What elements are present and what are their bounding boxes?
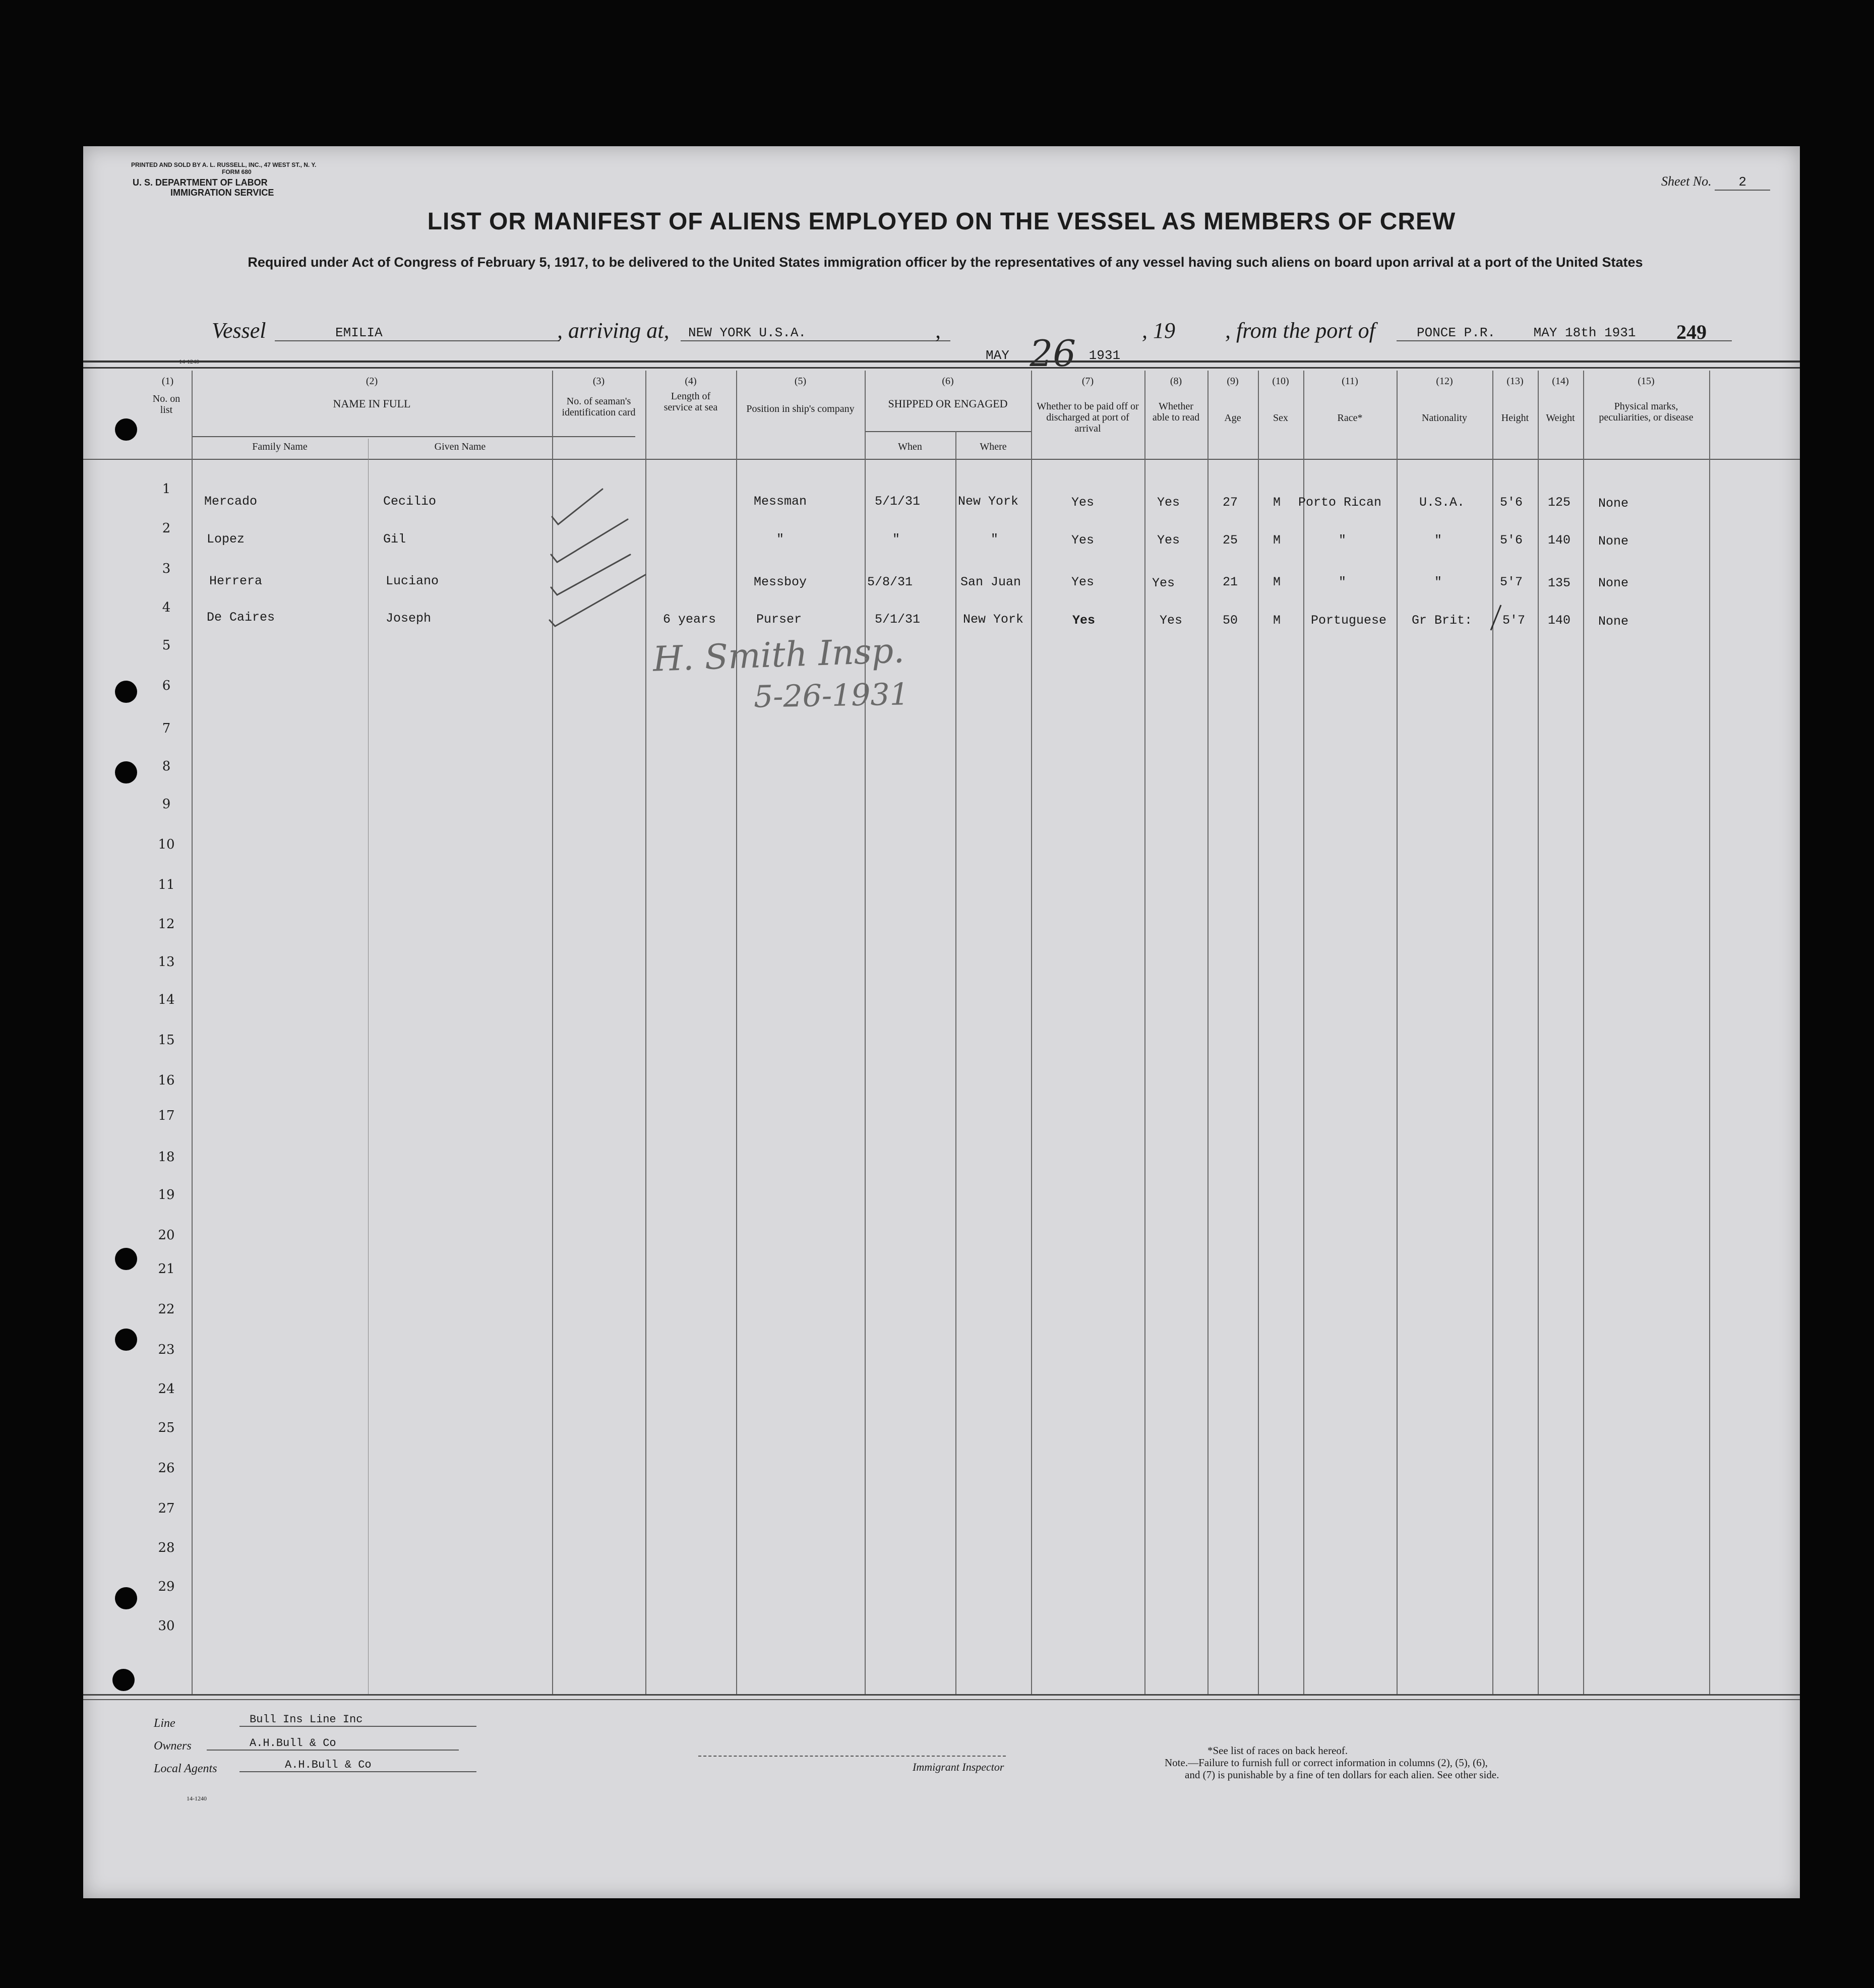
row-number: 16 (158, 1073, 175, 1088)
departure-port: PONCE P.R. (1417, 325, 1496, 340)
paid-off: Yes (1072, 613, 1096, 628)
sheet-number: 2 (1715, 174, 1770, 191)
department-block (133, 177, 274, 198)
engaged-where: " (991, 532, 999, 547)
age: 25 (1223, 533, 1238, 548)
row-number: 20 (158, 1228, 175, 1243)
position: Messman (754, 494, 807, 509)
form-number: FORM 680 (222, 168, 252, 175)
row-number: 6 (162, 678, 171, 693)
sex: M (1273, 533, 1281, 548)
form-reference: 14-1240 (179, 358, 199, 365)
row-number: 21 (158, 1261, 175, 1277)
able-read: Yes (1157, 533, 1180, 548)
vessel-name: EMILIA (275, 325, 560, 341)
header-nationality: Nationality (1422, 412, 1467, 424)
year-label: , 19 (1142, 318, 1175, 343)
physical-marks: None (1598, 614, 1629, 629)
sex: M (1273, 613, 1281, 628)
departure-date: MAY 18th 1931 (1533, 325, 1636, 340)
binder-hole (115, 1587, 137, 1609)
row-number: 5 (162, 638, 171, 653)
race: " (1339, 533, 1347, 548)
row-number: 17 (158, 1108, 175, 1123)
header-able-read: Whether able to read (1152, 401, 1200, 423)
row-number: 25 (158, 1420, 175, 1435)
agents-label: Local Agents (154, 1762, 217, 1775)
given-name: Cecilio (383, 494, 437, 509)
header-position: Position in ship's company (746, 403, 855, 414)
row-number: 23 (158, 1342, 175, 1357)
race: Portuguese (1311, 613, 1387, 628)
row-number: 3 (162, 561, 171, 576)
binder-hole (112, 1669, 135, 1691)
row-number: 18 (158, 1150, 175, 1165)
row-number: 1 (162, 481, 171, 497)
family-name: Herrera (209, 574, 263, 588)
rule (83, 360, 1800, 363)
owners-label: Owners (154, 1739, 192, 1753)
header-given-name: Given Name (434, 441, 486, 452)
row-number: 2 (162, 521, 171, 536)
header-physical-marks: Physical marks, peculiarities, or disease (1599, 401, 1694, 423)
row-number: 15 (158, 1033, 175, 1048)
sheet-number-field (1661, 174, 1770, 191)
department-name: U. S. DEPARTMENT OF LABOR (133, 177, 268, 188)
weight: 135 (1548, 576, 1571, 590)
row-number: 13 (158, 954, 175, 970)
row-number: 14 (158, 992, 175, 1007)
col-num-3: (3) (592, 376, 605, 387)
row-number: 19 (158, 1187, 175, 1202)
row-number: 26 (158, 1461, 175, 1476)
header-when: When (898, 441, 922, 452)
age: 21 (1223, 575, 1238, 589)
col-num-2: (2) (366, 376, 378, 387)
penalty-note-line2: and (7) is punishable by a fine of ten dollars for each alien. See other side. (1185, 1769, 1499, 1781)
binder-hole (115, 681, 137, 703)
header-age: Age (1224, 412, 1241, 424)
header-weight: Weight (1546, 412, 1575, 424)
line-label: Line (154, 1717, 175, 1730)
family-name: Mercado (204, 494, 258, 509)
inspection-date-handwritten: 5-26-1931 (753, 677, 910, 715)
owners-value: A.H.Bull & Co (207, 1737, 459, 1751)
paid-off: Yes (1071, 533, 1095, 548)
printer-line: PRINTED AND SOLD BY A. L. RUSSELL, INC., 47 WEST ST., N. Y. (131, 161, 317, 168)
printer-imprint (131, 161, 316, 175)
header-paid-off: Whether to be paid off or discharged at port of arrival (1037, 401, 1139, 434)
agents-value: A.H.Bull & Co (239, 1759, 476, 1772)
row-number: 7 (162, 721, 171, 736)
header-sex: Sex (1273, 412, 1288, 424)
row-number: 30 (158, 1618, 175, 1634)
col-num-5: (5) (794, 376, 807, 387)
height: 5'6 (1500, 495, 1523, 510)
engaged-where: San Juan (960, 575, 1021, 589)
row-number: 24 (158, 1381, 175, 1397)
header-no-on-list: No. on list (152, 393, 180, 415)
family-name: Lopez (207, 532, 245, 547)
row-number: 28 (158, 1540, 175, 1555)
height: 5'7 (1502, 613, 1526, 628)
service-name: IMMIGRATION SERVICE (170, 188, 274, 198)
row-number: 29 (158, 1579, 175, 1594)
paid-off: Yes (1071, 575, 1095, 589)
header-where: Where (980, 441, 1007, 452)
col-num-15: (15) (1638, 376, 1655, 387)
row-number: 12 (158, 917, 175, 932)
page-number: 249 (1676, 321, 1707, 343)
header-shipped-engaged: SHIPPED OR ENGAGED (888, 397, 1008, 410)
age: 50 (1223, 613, 1238, 628)
height: 5'6 (1500, 533, 1523, 548)
family-name: De Caires (207, 610, 275, 625)
engaged-when: 5/8/31 (867, 575, 913, 589)
rule (83, 367, 1800, 369)
header-family-name: Family Name (252, 441, 308, 452)
position: " (776, 532, 784, 547)
row-number: 27 (158, 1501, 175, 1516)
able-read: Yes (1160, 613, 1183, 628)
engaged-when: " (892, 532, 900, 547)
able-read: Yes (1152, 576, 1175, 590)
header-race: Race* (1337, 412, 1363, 424)
given-name: Gil (383, 532, 406, 547)
col-num-11: (11) (1342, 376, 1358, 387)
given-name: Luciano (386, 574, 439, 588)
col-num-12: (12) (1436, 376, 1453, 387)
row-number: 11 (158, 877, 175, 892)
col-num-9: (9) (1227, 376, 1239, 387)
col-num-4: (4) (685, 376, 697, 387)
binder-hole (115, 418, 137, 441)
nationality: Gr Brit: (1412, 613, 1473, 628)
vessel-label: Vessel (212, 318, 266, 343)
race: Porto Rican (1298, 495, 1382, 510)
page-subtitle: Required under Act of Congress of February 5, 1917, to be delivered to the United States immigration officer by the representatives of any vessel having such aliens on board upon arrival at a port of the United States (248, 255, 1643, 270)
position: Messboy (754, 575, 807, 589)
binder-hole (115, 1248, 137, 1270)
weight: 140 (1548, 533, 1571, 548)
height: 5'7 (1500, 575, 1523, 589)
col-num-1: (1) (161, 376, 174, 387)
nationality: U.S.A. (1419, 495, 1465, 510)
from-port-label: , from the port of (1225, 318, 1375, 343)
physical-marks: None (1598, 534, 1629, 549)
given-name: Joseph (386, 611, 432, 626)
length-of-service: 6 years (663, 612, 716, 627)
sex: M (1273, 575, 1281, 589)
arriving-port: NEW YORK U.S.A. (681, 325, 950, 341)
arrival-day-handwritten: 26 (1030, 332, 1076, 375)
engaged-where: New York (958, 494, 1019, 509)
sex: M (1273, 495, 1281, 510)
position: Purser (756, 612, 802, 627)
nationality: " (1434, 575, 1442, 589)
pencil-check-marks (537, 429, 668, 640)
header-name-in-full: NAME IN FULL (333, 397, 411, 410)
physical-marks: None (1598, 576, 1629, 590)
nationality: " (1434, 533, 1442, 548)
engaged-when: 5/1/31 (875, 612, 921, 627)
header-height: Height (1501, 412, 1529, 424)
header-id-card: No. of seaman's identification card (562, 396, 636, 418)
col-num-6: (6) (942, 376, 954, 387)
binder-hole (115, 1329, 137, 1351)
row-number: 9 (162, 797, 171, 812)
arriving-label: , arriving at, (557, 318, 670, 343)
pencil-tick-mark (1485, 600, 1510, 635)
line-value: Bull Ins Line Inc (239, 1713, 476, 1727)
col-num-14: (14) (1552, 376, 1569, 387)
footer-form-reference: 14-1240 (187, 1795, 207, 1802)
row-number: 4 (162, 600, 171, 615)
engaged-when: 5/1/31 (875, 494, 921, 509)
sheet-label: Sheet No. (1661, 174, 1712, 189)
engaged-where: New York (963, 612, 1024, 627)
races-note: *See list of races on back hereof. (1207, 1744, 1348, 1757)
inspector-signature: H. Smith Insp. (652, 631, 905, 680)
header-length-service: Length of service at sea (663, 391, 718, 413)
col-num-13: (13) (1506, 376, 1524, 387)
penalty-note-line1: Note.—Failure to furnish full or correct information in columns (2), (5), (6), (1165, 1757, 1488, 1769)
binder-hole (115, 761, 137, 784)
inspector-label: Immigrant Inspector (913, 1761, 1004, 1773)
page-title: LIST OR MANIFEST OF ALIENS EMPLOYED ON THE VESSEL AS MEMBERS OF CREW (427, 208, 1456, 235)
arrival-month: MAY (986, 348, 1009, 363)
age: 27 (1223, 495, 1238, 510)
col-num-7: (7) (1081, 376, 1094, 387)
race: " (1339, 575, 1347, 589)
row-number: 10 (158, 837, 175, 852)
able-read: Yes (1157, 495, 1180, 510)
weight: 140 (1548, 613, 1571, 628)
arrival-year: 1931 (1089, 348, 1121, 363)
physical-marks: None (1598, 496, 1629, 511)
row-number: 8 (162, 759, 171, 774)
weight: 125 (1548, 495, 1571, 510)
col-num-10: (10) (1272, 376, 1289, 387)
paid-off: Yes (1071, 495, 1095, 510)
inspector-signature-line (698, 1756, 1006, 1757)
manifest-sheet: PRINTED AND SOLD BY A. L. RUSSELL, INC., 47 WEST ST., N. Y. FORM 680 U. S. DEPARTMENT OF LABOR IMMIGRATION SERVICE Sheet No. 2 LIST OR MANIFEST OF ALIENS EMPLOYED ON THE VESSEL AS MEMBERS OF CREW Required under Act of Congress of February 5, 1917, to be delivered to the United States immigration officer by the representatives of any vessel having such aliens on board upon arrival at a port of the United States Vessel EMILIA , arriving at, NEW YORK U.S.A. , MAY 26 1931 , 19 , from the port of PONCE P.R. MAY 18th 1931 249 14-1240 (1) (2) (3) (4) (5) (6) (7) (8) (9) (10) (11) (12) (13) (14) (15) No. on list NAME IN FULL Family Name Given Name No. of seaman's identification card Length of service at sea Position in ship's company SHIPPED OR ENGAGED When Where Whether to be paid off or discharged at port of arrival Whether able to read Age Sex Race* Nationality Height Weight Physical marks, peculiarities, or disease 1 2 3 4 5 6 7 8 9 10 11 12 13 14 15 16 17 18 19 20 21 22 23 24 25 26 27 28 29 30 Mercado Cecilio Messman 5/1/31 New York Yes Yes 27 M Porto Rican U.S.A. 5'6 125 None Lopez Gil " " " Yes Yes 25 M " " 5'6 140 None Herrera Luciano Messboy 5/8/31 San Juan Yes Yes 21 M " " 5'7 135 None De Caires Joseph 6 years Purser 5/1/31 New York Yes Yes 50 M Portuguese Gr Brit: 5'7 140 None H. Smith Insp. 5-26-1931 Line Bull Ins Line Inc Owners A.H.Bull & Co Local Agents A.H.Bull & Co 14-1240 Immigrant Inspector *See list of races on back hereof. Note.—Failure to furnish full or correct information in columns (2), (5), (6), and (7) is punishable by a fine of ten dollars for each alien. See other side. (83, 146, 1800, 1898)
col-num-8: (8) (1170, 376, 1182, 387)
row-number: 22 (158, 1302, 175, 1317)
